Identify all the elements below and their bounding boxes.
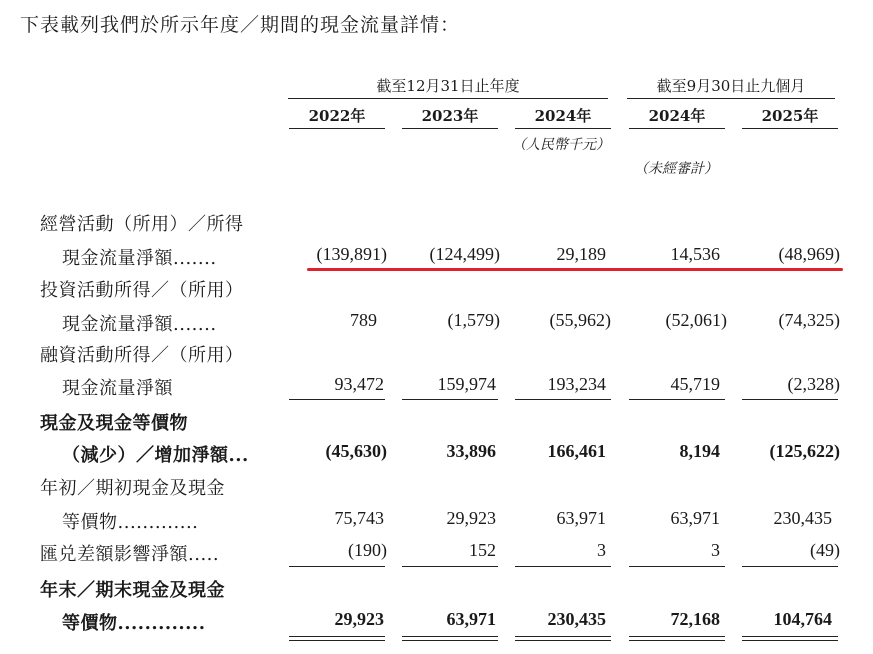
table-cell: (1,579) [447, 310, 500, 330]
table-cell: 14,536 [670, 244, 720, 264]
year-rule [629, 128, 725, 129]
table-cell: 3 [711, 540, 720, 560]
table-cell: 45,719 [670, 374, 720, 394]
subtotal-rule [402, 566, 498, 567]
table-cell: 193,234 [547, 374, 606, 394]
table-cell: 63,971 [446, 609, 496, 629]
year-rule [402, 128, 498, 129]
total-double-rule [629, 636, 725, 637]
table-cell: 8,194 [679, 441, 720, 461]
year-header-2024: 2024年 [534, 107, 592, 125]
table-cell: 230,435 [773, 508, 832, 528]
row-label: 現金流量淨額....... [62, 314, 217, 335]
row-label: 年末／期末現金及現金 [40, 580, 225, 601]
table-cell: 230,435 [547, 609, 606, 629]
subtotal-rule [515, 566, 611, 567]
table-cell: (125,622) [769, 441, 840, 461]
ninemonth-group-rule [627, 98, 835, 99]
row-label: （減少）／增加淨額... [62, 445, 249, 466]
year-header-2025-9m: 2025年 [761, 107, 819, 125]
total-double-rule [289, 640, 385, 641]
table-cell: 152 [469, 540, 496, 560]
unaudited-note: （未經審計） [634, 161, 718, 177]
subtotal-rule [629, 566, 725, 567]
year-header-2024-9m: 2024年 [648, 107, 706, 125]
row-label: 投資活動所得／（所用） [40, 280, 244, 301]
table-cell: 72,168 [670, 609, 720, 629]
table-cell: (49) [810, 540, 840, 560]
total-double-rule [515, 640, 611, 641]
row-label: 等價物............. [62, 613, 206, 634]
table-cell: (139,891) [316, 244, 387, 264]
table-cell: (124,499) [429, 244, 500, 264]
table-cell: (45,630) [325, 441, 387, 461]
subtotal-rule [515, 399, 611, 400]
year-rule [289, 128, 385, 129]
row-label: 現金及現金等價物 [40, 413, 188, 434]
subtotal-rule [742, 566, 838, 567]
row-label: 現金流量淨額....... [62, 248, 217, 269]
ninemonth-group-header: 截至9月30日止九個月 [656, 77, 806, 95]
page-title: 下表載列我們於所示年度／期間的現金流量詳情： [20, 14, 461, 36]
total-double-rule [742, 636, 838, 637]
table-cell: 159,974 [437, 374, 496, 394]
table-cell: 63,971 [670, 508, 720, 528]
table-cell: 75,743 [334, 508, 384, 528]
year-rule [742, 128, 838, 129]
row-label: 等價物............. [62, 512, 199, 533]
table-cell: 29,923 [334, 609, 384, 629]
table-cell: (55,962) [549, 310, 611, 330]
annual-group-header: 截至12月31日止年度 [376, 77, 520, 95]
subtotal-rule [742, 399, 838, 400]
total-double-rule [289, 636, 385, 637]
row-label: 年初／期初現金及現金 [40, 478, 225, 499]
unit-note: （人民幣千元） [512, 137, 610, 153]
table-cell: (2,328) [787, 374, 840, 394]
table-cell: 3 [597, 540, 606, 560]
total-double-rule [742, 640, 838, 641]
year-header-2022: 2022年 [308, 107, 366, 125]
subtotal-rule [289, 566, 385, 567]
table-cell: 29,189 [556, 244, 606, 264]
table-cell: (190) [348, 540, 387, 560]
total-double-rule [515, 636, 611, 637]
table-cell: 104,764 [773, 609, 832, 629]
table-cell: 63,971 [556, 508, 606, 528]
subtotal-rule [402, 399, 498, 400]
table-cell: (48,969) [778, 244, 840, 264]
row-label: 匯兑差額影響淨額..... [40, 544, 220, 565]
row-label: 經營活動（所用）／所得 [40, 214, 244, 235]
row-label: 融資活動所得／（所用） [40, 345, 244, 366]
table-cell: 789 [350, 310, 377, 330]
table-cell: 93,472 [334, 374, 384, 394]
total-double-rule [402, 636, 498, 637]
table-cell: 29,923 [446, 508, 496, 528]
annual-group-rule [288, 98, 608, 99]
red-underline-annotation [307, 268, 843, 271]
year-header-2023: 2023年 [421, 107, 479, 125]
subtotal-rule [289, 399, 385, 400]
total-double-rule [402, 640, 498, 641]
subtotal-rule [629, 399, 725, 400]
table-cell: (52,061) [665, 310, 727, 330]
year-rule [515, 128, 611, 129]
row-label: 現金流量淨額 [62, 378, 173, 399]
table-cell: (74,325) [778, 310, 840, 330]
table-cell: 33,896 [446, 441, 496, 461]
total-double-rule [629, 640, 725, 641]
table-cell: 166,461 [547, 441, 606, 461]
